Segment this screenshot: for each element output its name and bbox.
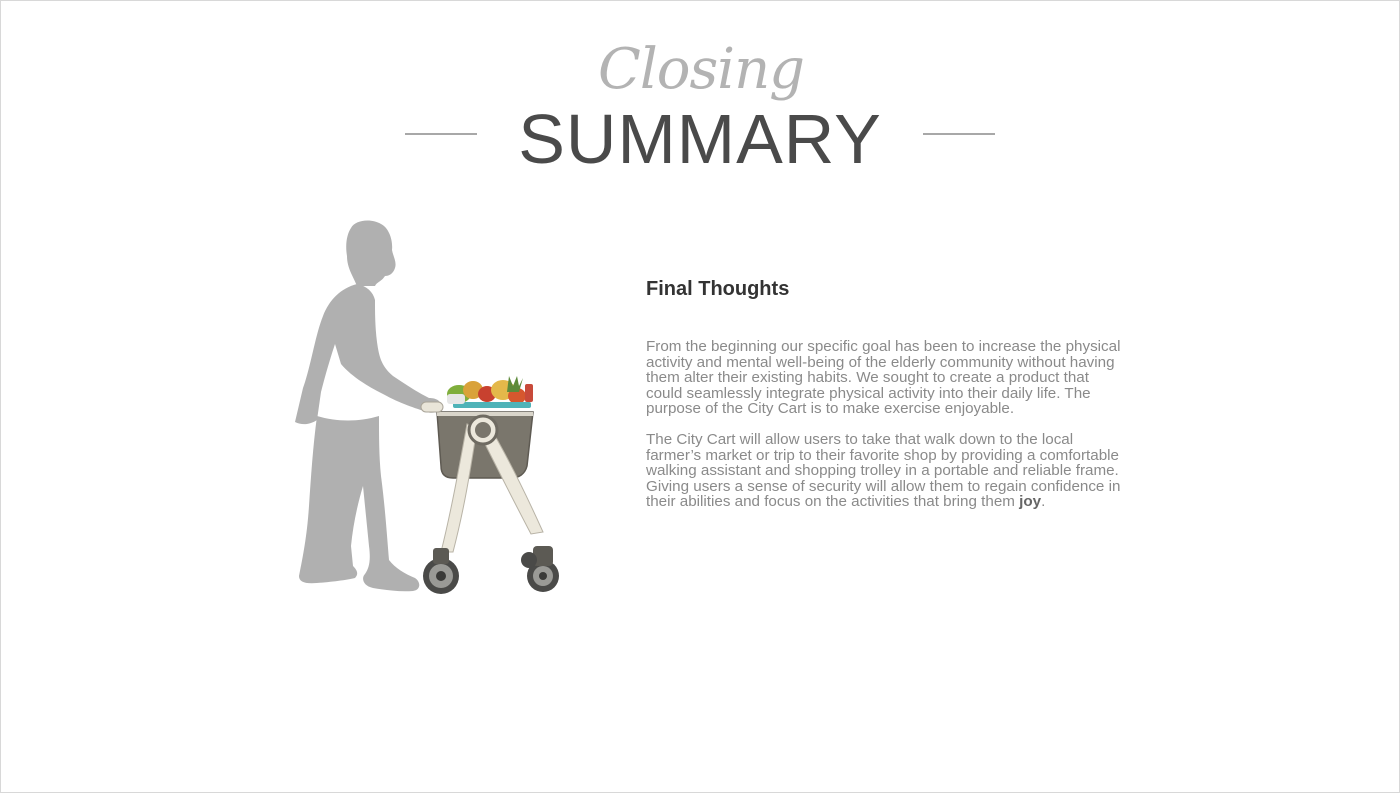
section-heading: Final Thoughts [646, 278, 790, 300]
produce-icon [447, 376, 533, 408]
elderly-person-with-city-cart-illustration [281, 216, 581, 606]
title-rule-right [923, 133, 995, 135]
paragraph-city-cart-text: The City Cart will allow users to take that walk down to the local farmer’s market or trip to their favorite shop by providing a comfortable walking assistant and shopping trolley in a portable and reliable frame. Giving users a sense of security will allow them to regain confidence in their abilities and focus on the activities that bring them [646, 430, 1121, 511]
script-title: Closing [597, 37, 805, 102]
person-silhouette [295, 221, 441, 592]
cart-rear-wheel [521, 546, 559, 592]
paragraph-city-cart [646, 432, 1126, 510]
emphasis-joy: joy [1019, 493, 1042, 511]
page-title: SUMMARY [518, 100, 882, 178]
paragraph-city-cart-end: . [1041, 493, 1046, 511]
paragraph-goal: From the beginning our specific goal has been to increase the physical activity and mental well-being of the elderly community without having them alter their existing habits. We sought to create a product that could seamlessly integrate physical activity into their daily life. The purpose of the City Cart is to make exercise enjoyable. [646, 338, 1121, 418]
title-rule-left [405, 133, 477, 135]
city-cart [421, 376, 559, 594]
final-thoughts-section [646, 277, 1126, 525]
cart-front-wheel [423, 548, 459, 594]
